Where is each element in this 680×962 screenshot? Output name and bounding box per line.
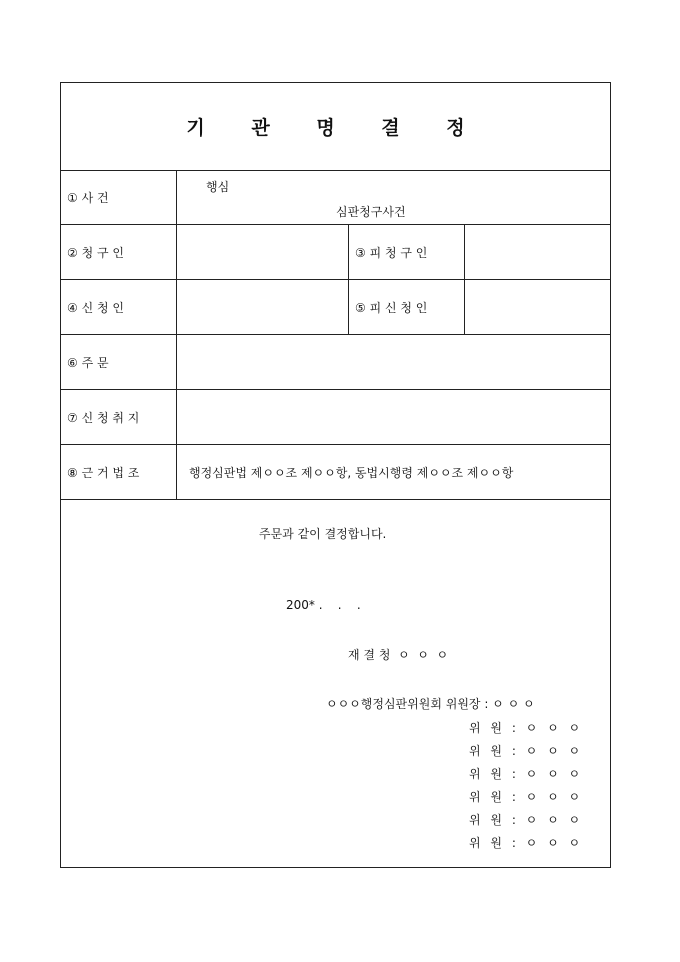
committee-member: 위 원 : ㅇ ㅇ ㅇ (469, 744, 584, 758)
case-type: 행심 (206, 180, 230, 194)
counterparty-label-text: ⑤ 피 신 청 인 (355, 300, 428, 315)
form-title: 기 관 명 결 정 (61, 83, 610, 171)
counterparty-label (348, 280, 465, 334)
decision-text: 주문과 같이 결정합니다. (259, 527, 387, 541)
legal-basis-label (61, 445, 177, 499)
committee-member: 위 원 : ㅇ ㅇ ㅇ (469, 790, 584, 804)
claimant-label-text: ② 청 구 인 (67, 245, 124, 260)
order-value[interactable] (177, 335, 610, 389)
committee-member: 위 원 : ㅇ ㅇ ㅇ (469, 813, 584, 827)
applicant-label-text: ④ 신 청 인 (67, 300, 124, 315)
respondent-value[interactable] (465, 225, 610, 279)
case-name: 심판청구사건 (336, 205, 406, 219)
claimant-label (61, 225, 177, 279)
order-label (61, 335, 177, 389)
decision-form (60, 82, 611, 868)
case-row (61, 170, 610, 225)
purpose-label (61, 390, 177, 444)
respondent-label (348, 225, 465, 279)
decision-date: 200* . . . (286, 598, 361, 612)
applicant-label (61, 280, 177, 334)
applicant-value[interactable] (177, 280, 348, 334)
case-label-text: ① 사 건 (67, 190, 109, 205)
claimant-value[interactable] (177, 225, 348, 279)
case-label (61, 170, 177, 224)
order-row (61, 335, 610, 390)
committee-member: 위 원 : ㅇ ㅇ ㅇ (469, 836, 584, 850)
legal-basis-row (61, 445, 610, 500)
respondent-label-text: ③ 피 청 구 인 (355, 245, 428, 260)
purpose-value[interactable] (177, 390, 610, 444)
legal-basis-label-text: ⑧ 근 거 법 조 (67, 465, 140, 480)
purpose-label-text: ⑦ 신 청 취 지 (67, 410, 140, 425)
applicant-row (61, 280, 610, 335)
committee-chair: ㅇㅇㅇ행정심판위원회 위원장 : ㅇ ㅇ ㅇ (326, 697, 535, 711)
order-label-text: ⑥ 주 문 (67, 355, 109, 370)
committee-member: 위 원 : ㅇ ㅇ ㅇ (469, 721, 584, 735)
committee-member: 위 원 : ㅇ ㅇ ㅇ (469, 767, 584, 781)
purpose-row (61, 390, 610, 445)
legal-basis-value: 행정심판법 제ㅇㅇ조 제ㅇㅇ항, 동법시행령 제ㅇㅇ조 제ㅇㅇ항 (189, 466, 514, 480)
claimant-row (61, 225, 610, 280)
ruling-agency: 재 결 청 ㅇ ㅇ ㅇ (348, 648, 449, 662)
counterparty-value[interactable] (465, 280, 610, 334)
